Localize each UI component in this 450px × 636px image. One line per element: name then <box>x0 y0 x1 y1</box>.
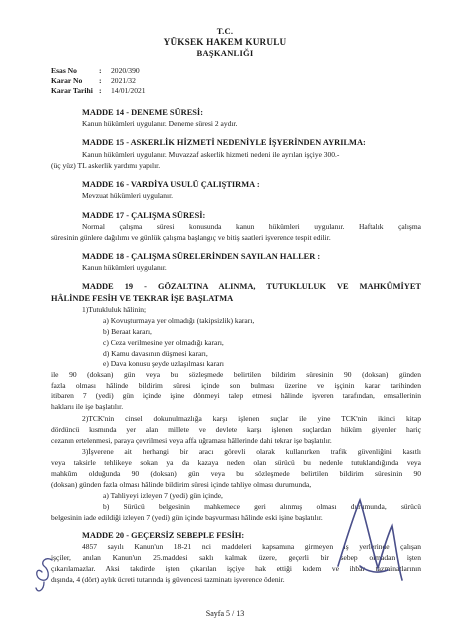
article-20-title: MADDE 20 - GEÇERSİZ SEBEPLE FESİH: <box>82 531 245 540</box>
article-19-item-d: d) Kamu davasının düşmesi kararı, <box>103 349 208 358</box>
meta-esas-label: Esas No <box>51 66 77 75</box>
article-14-text: Kanun hükümleri uygulanır. Deneme süresi 2 aydır. <box>82 119 238 128</box>
article-19-para1-l3: itibaren 7 (yedi) gün içinde işine dönmeyi talep etmesi hâlinde işveren tarafından, emsallerinin <box>51 391 421 400</box>
meta-karar-value: 2021/32 <box>111 76 136 85</box>
article-19-para1-l4: haklarıı ile işe başlatılır. <box>51 402 124 411</box>
meta-tarih: Karar Tarihi : 14/01/2021 <box>51 86 146 95</box>
article-16-title: MADDE 16 - VARDİYA USULÜ ÇALIŞTIRMA : <box>82 180 260 189</box>
article-19-para2-l3: cezanın ertelenmesi, paraya çevrilmesi veya affa uğraması hâllerinde dahi tekrar işe başlatılır. <box>51 436 332 445</box>
article-17-title: MADDE 17 - ÇALIŞMA SÜRESİ: <box>82 211 206 220</box>
article-19-para3-l4: (doksan) günden fazla olması hâlinde bildirim süresi içinde tahliye olması durumunda, <box>51 480 312 489</box>
article-14-title: MADDE 14 - DENEME SÜRESİ: <box>82 108 203 117</box>
meta-karar: Karar No : 2021/32 <box>51 76 136 85</box>
initial-mark <box>36 559 52 591</box>
article-15-title: MADDE 15 - ASKERLİK HİZMETİ NEDENİYLE İŞYERİNDEN AYRILMA: <box>82 138 366 147</box>
meta-esas: Esas No : 2020/390 <box>51 66 140 75</box>
meta-esas-value: 2020/390 <box>111 66 140 75</box>
article-19-p1: 1)Tutukluluk hâlinin; <box>82 305 147 314</box>
header-tc: T.C. <box>216 26 234 36</box>
article-19-item-b: b) Beraat kararı, <box>103 327 152 336</box>
article-17-line1: Normal çalışma süresi konusunda kanun hükümleri uygulanır. Haftalık çalışma <box>82 222 421 231</box>
article-19-para3-l2: veya taksirle tehlikeye sokan ya da kazaya neden olan sürücü bu nedenle tutuklandığında veya <box>51 458 421 467</box>
article-19-para1-l1: ile 90 (doksan) gün veya bu sözleşmede belirtilen bildirim süresinin 90 (doksan) günden <box>51 370 421 379</box>
page-number: Sayfa 5 / 13 <box>205 609 245 618</box>
article-19-para2-l2: dördüncü kısmında yer alan millete ve devlete karşı işlenen suçlardan hüküm giyenler hariç <box>51 425 421 434</box>
article-20-line3: çıkarılamazlar. Aksi takdirde işten çıkarılan işçiye hak ettiği kıdem ve ihbar tazminatlarının <box>51 564 421 573</box>
article-17-line2: süresinin günlere dağılımı ve günlük çalışma başlangıç ve bitiş saatleri işverence tespit edilir. <box>51 233 331 242</box>
meta-tarih-label: Karar Tarihi <box>51 86 93 95</box>
article-19-para3-a: a) Tahliyeyi izleyen 7 (yedi) gün içinde, <box>103 491 223 500</box>
article-20-line4: dışında, 4 (dört) aylık ücreti tutarında iş güvencesi tazminatı işverence ödenir. <box>51 575 285 584</box>
article-19-para1-l2: fazla olması hâlinde bildirim süresi içinde son bulması üzerine ve işçinin karar tarihinden <box>51 381 421 390</box>
header-dept: BAŞKANLIĞI <box>196 48 254 58</box>
article-20-line2: işçiler, anılan Kanun'un 25.maddesi saklı kalmak üzere, geçerli bir sebep olmadan işten <box>51 553 421 562</box>
article-19-para3-l3: mahkûm olduğunda 90 (doksan) gün veya bu sözleşmede belirtilen bildirim süresinin 90 <box>51 469 421 478</box>
article-20-line1: 4857 sayılı Kanun'un 18-21 nci maddeleri kapsamına girmeyen iş yerlerinde çalışan <box>82 542 421 551</box>
meta-tarih-value: 14/01/2021 <box>111 86 146 95</box>
article-15-line2: (üç yüz) TL askerlik yardımı yapılır. <box>51 161 161 170</box>
article-19-item-a: a) Kovuşturmaya yer olmadığı (takipsizlik) kararı, <box>103 316 255 325</box>
article-19-para3-l1: 3)İşverene ait herhangi bir aracı görevli olarak kullanırken trafik güvenliğini kasıtlı <box>82 447 421 456</box>
meta-karar-label: Karar No <box>51 76 83 85</box>
article-19-para2-l1: 2)TCK'nin cinsel dokunulmazlığa karşı işlenen suçlar ile yine TCK'nin ikinci kitap <box>82 414 421 423</box>
article-19-item-c: c) Ceza verilmesine yer olmadığı kararı, <box>103 338 224 347</box>
article-18-text: Kanun hükümleri uygulanır. <box>82 263 167 272</box>
article-19-title-2: HÂLİNDE FESİH VE TEKRAR İŞE BAŞLATMA <box>51 294 234 303</box>
article-15-line1: Kanun hükümleri uygulanır. Muvazzaf askerlik hizmeti nedeni ile ayrılan işçiye 300.- <box>82 150 340 159</box>
article-19-para3-b2: belgesinin iade edildiği izleyen 7 (yedi) gün içinde başvurması hâlinde eski işine başlatılır. <box>51 513 323 522</box>
article-19-para3-b1: b) Sürücü belgesinin mahkemece geri alınmış olması durumunda, sürücü <box>103 502 421 511</box>
header-org: YÜKSEK HAKEM KURULU <box>163 37 287 47</box>
article-19-title-1: MADDE 19 - GÖZALTINA ALINMA, TUTUKLULUK VE MAHKÛMİYET <box>82 282 421 291</box>
article-16-text: Mevzuat hükümleri uygulanır. <box>82 191 174 200</box>
article-18-title: MADDE 18 - ÇALIŞMA SÜRELERİNDEN SAYILAN HALLER : <box>82 252 321 261</box>
article-19-item-e: e) Dava konusu şeyde uzlaşılması kararı <box>103 359 224 368</box>
